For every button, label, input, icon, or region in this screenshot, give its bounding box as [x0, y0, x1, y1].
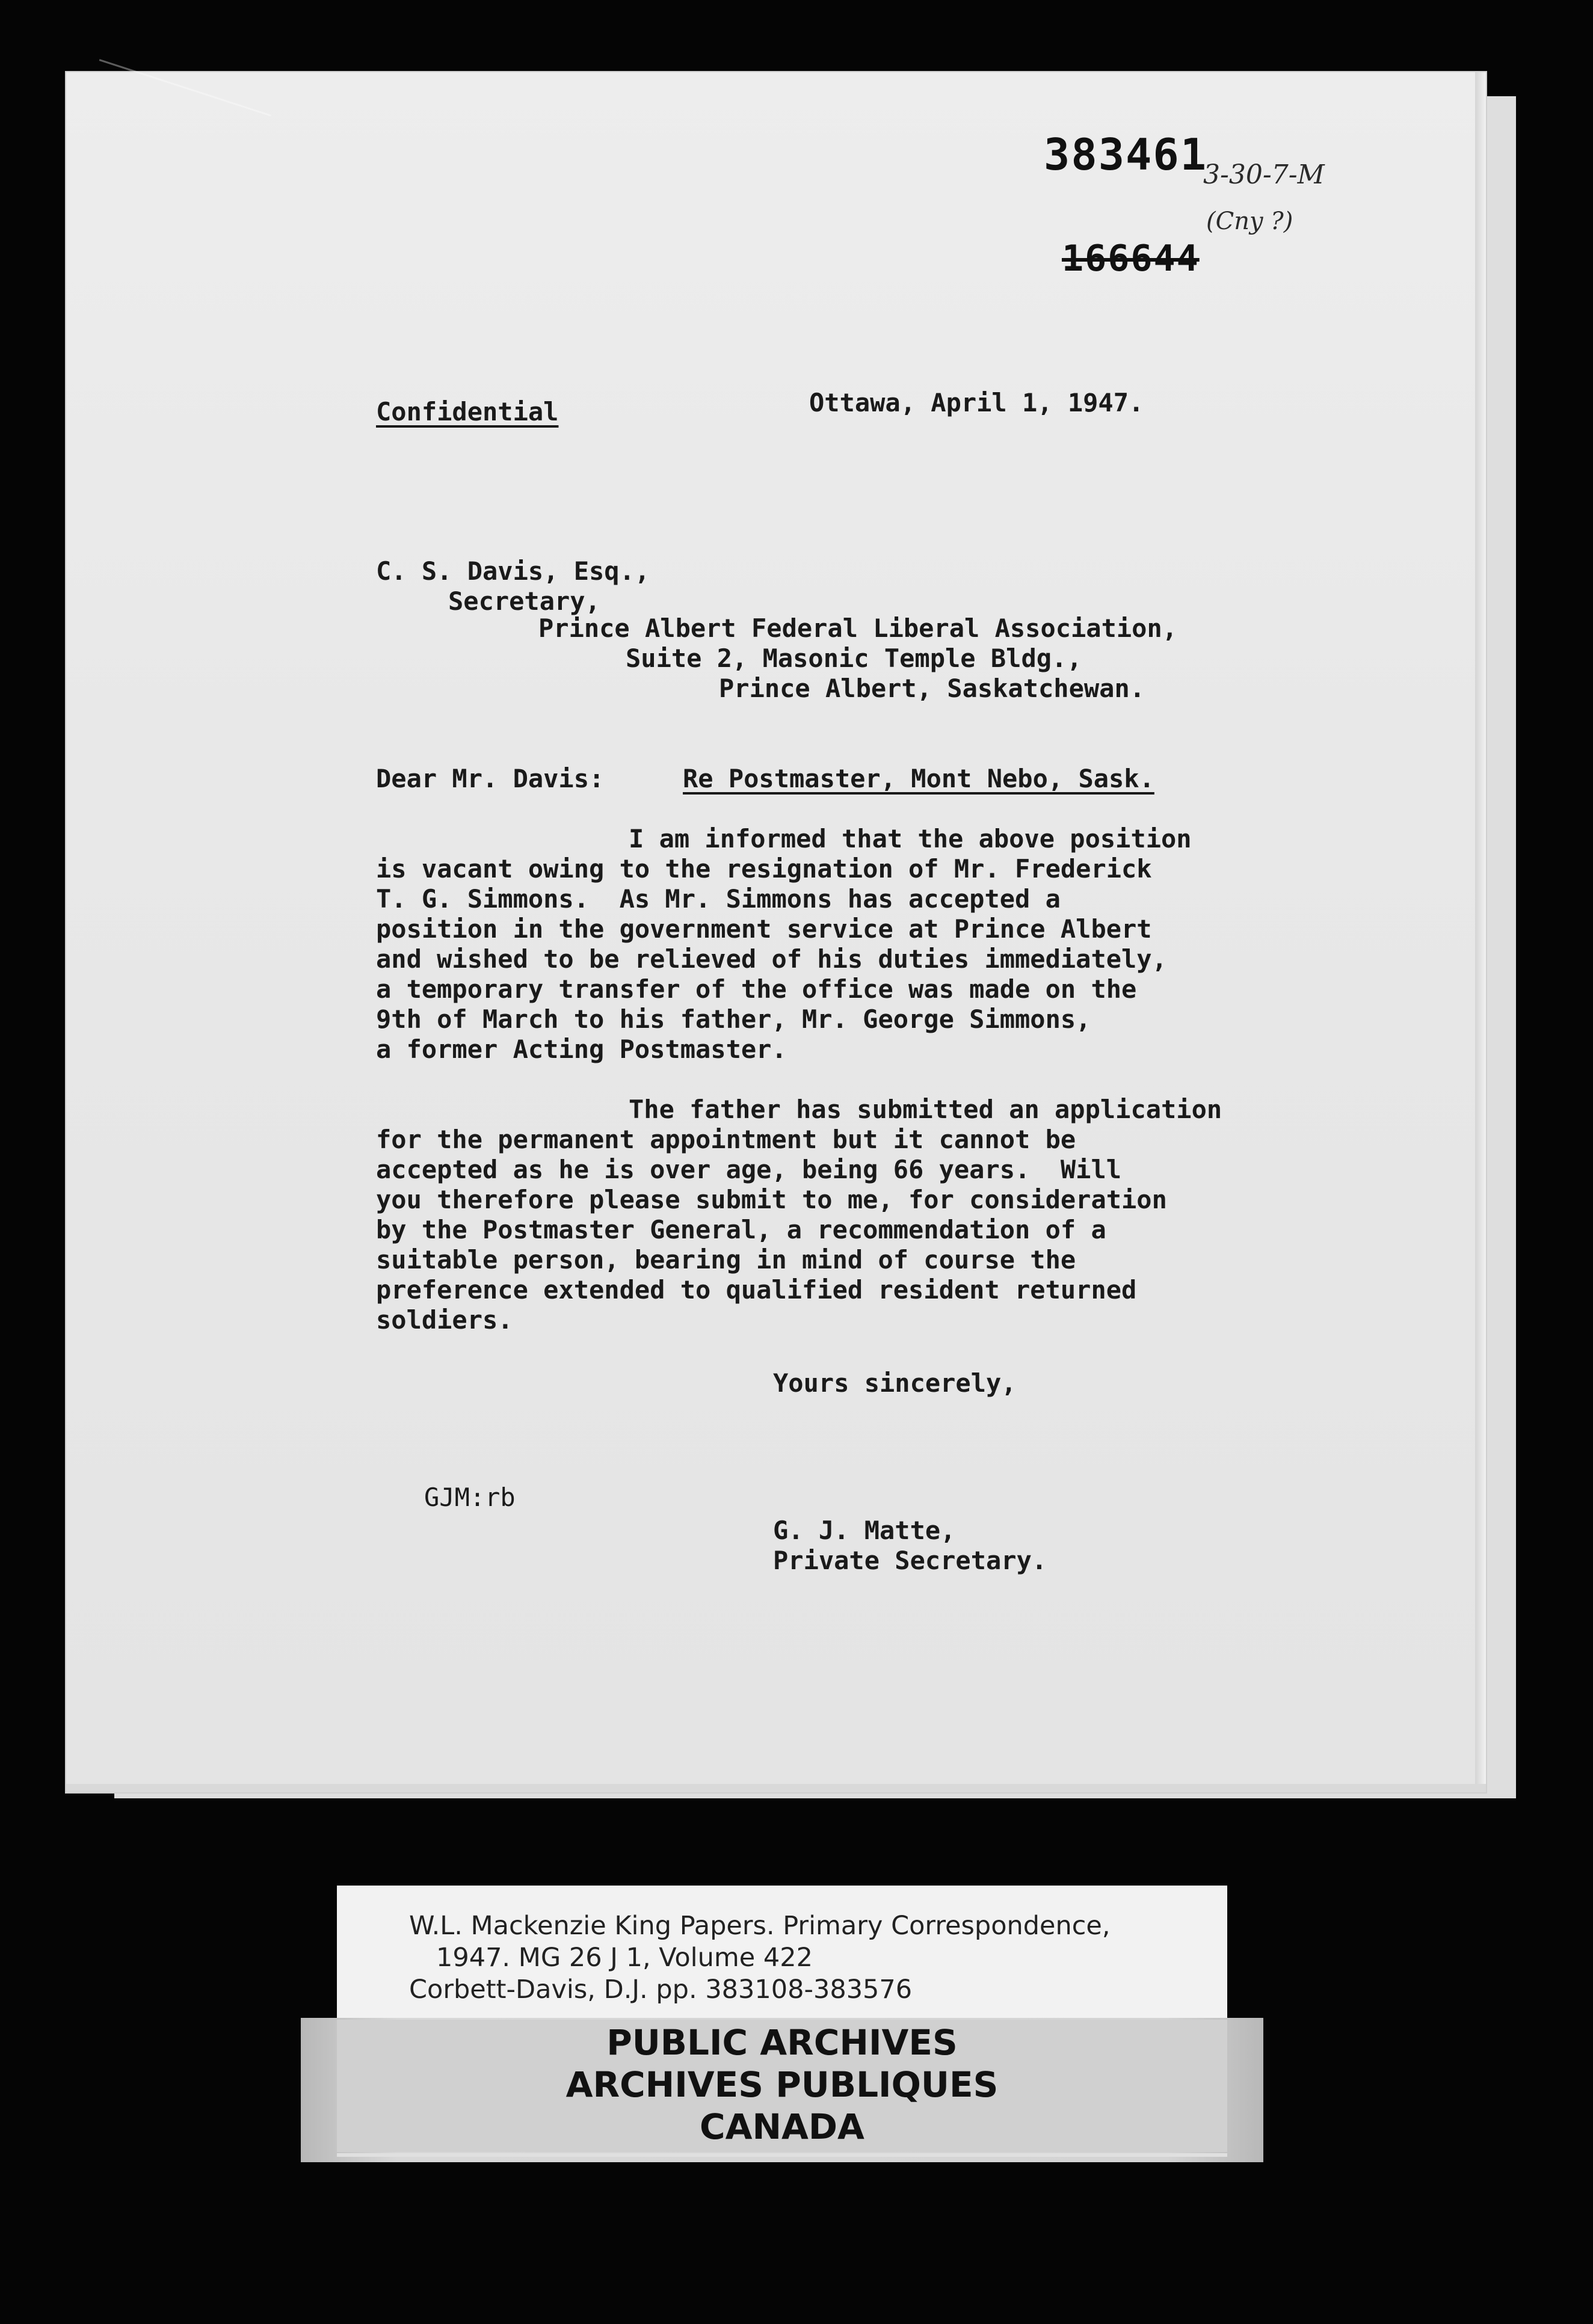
- recipient-street: Suite 2, Masonic Temple Bldg.,: [626, 644, 1082, 673]
- archive-line: ARCHIVES PUBLIQUES: [565, 2064, 999, 2105]
- paper-edge: [1475, 72, 1486, 1792]
- recipient-name: C. S. Davis, Esq.,: [376, 556, 650, 586]
- closing: Yours sincerely,: [773, 1368, 1017, 1398]
- dateline: Ottawa, April 1, 1947.: [809, 388, 1144, 417]
- paragraph-2-line: for the permanent appointment but it cannot be: [376, 1125, 1076, 1154]
- signer-title: Private Secretary.: [773, 1546, 1047, 1575]
- reference-initials: GJM:rb: [424, 1483, 516, 1512]
- handwritten-note: (Cny ?): [1206, 208, 1293, 235]
- archive-line: CANADA: [700, 2106, 864, 2147]
- caption-line: Corbett-Davis, D.J. pp. 383108-383576: [409, 1975, 913, 2005]
- paragraph-2-line: by the Postmaster General, a recommendation of a: [376, 1215, 1106, 1244]
- paragraph-1-line: and wished to be relieved of his duties immediately,: [376, 944, 1167, 974]
- paragraph-1-line: position in the government service at Prince Albert: [376, 914, 1152, 944]
- paragraph-2-line: preference extended to qualified resident returned: [376, 1275, 1137, 1305]
- archive-caption: [337, 1886, 1227, 2024]
- recipient-organization: Prince Albert Federal Liberal Association,: [538, 613, 1178, 643]
- subject-line: Re Postmaster, Mont Nebo, Sask.: [683, 764, 1154, 793]
- archive-line: PUBLIC ARCHIVES: [606, 2022, 958, 2063]
- paragraph-2-line: suitable person, bearing in mind of course the: [376, 1245, 1076, 1274]
- paragraph-2-line: accepted as he is over age, being 66 years. Will: [376, 1155, 1122, 1184]
- recipient-title: Secretary,: [448, 586, 600, 616]
- paragraph-1-line: I am informed that the above position: [629, 824, 1192, 853]
- paragraph-2-line: soldiers.: [376, 1305, 513, 1335]
- paragraph-1-line: T. G. Simmons. As Mr. Simmons has accepted a: [376, 884, 1061, 914]
- file-number: 383461: [1044, 129, 1208, 180]
- paper-crease: [66, 59, 271, 220]
- paragraph-1-line: 9th of March to his father, Mr. George Simmons,: [376, 1004, 1091, 1034]
- caption-line: W.L. Mackenzie King Papers. Primary Correspondence,: [409, 1911, 1111, 1941]
- paper-bottom-edge: [66, 1784, 1486, 1792]
- paragraph-1-line: is vacant owing to the resignation of Mr. Frederick: [376, 854, 1152, 884]
- recipient-city: Prince Albert, Saskatchewan.: [719, 674, 1145, 703]
- signer-name: G. J. Matte,: [773, 1516, 956, 1545]
- confidential-label: Confidential: [376, 397, 559, 426]
- paragraph-1-line: a former Acting Postmaster.: [376, 1034, 787, 1064]
- paragraph-2-line: you therefore please submit to me, for consideration: [376, 1185, 1167, 1214]
- archive-label: [337, 2020, 1227, 2152]
- old-file-number: 166644: [1062, 238, 1200, 280]
- paragraph-1-line: a temporary transfer of the office was made on the: [376, 974, 1137, 1004]
- salutation: Dear Mr. Davis:: [376, 764, 605, 793]
- archive-rule: [337, 2153, 1227, 2157]
- caption-line: 1947. MG 26 J 1, Volume 422: [436, 1943, 813, 1973]
- handwritten-code: 3-30-7-M: [1203, 159, 1325, 190]
- paragraph-2-line: The father has submitted an application: [629, 1095, 1222, 1124]
